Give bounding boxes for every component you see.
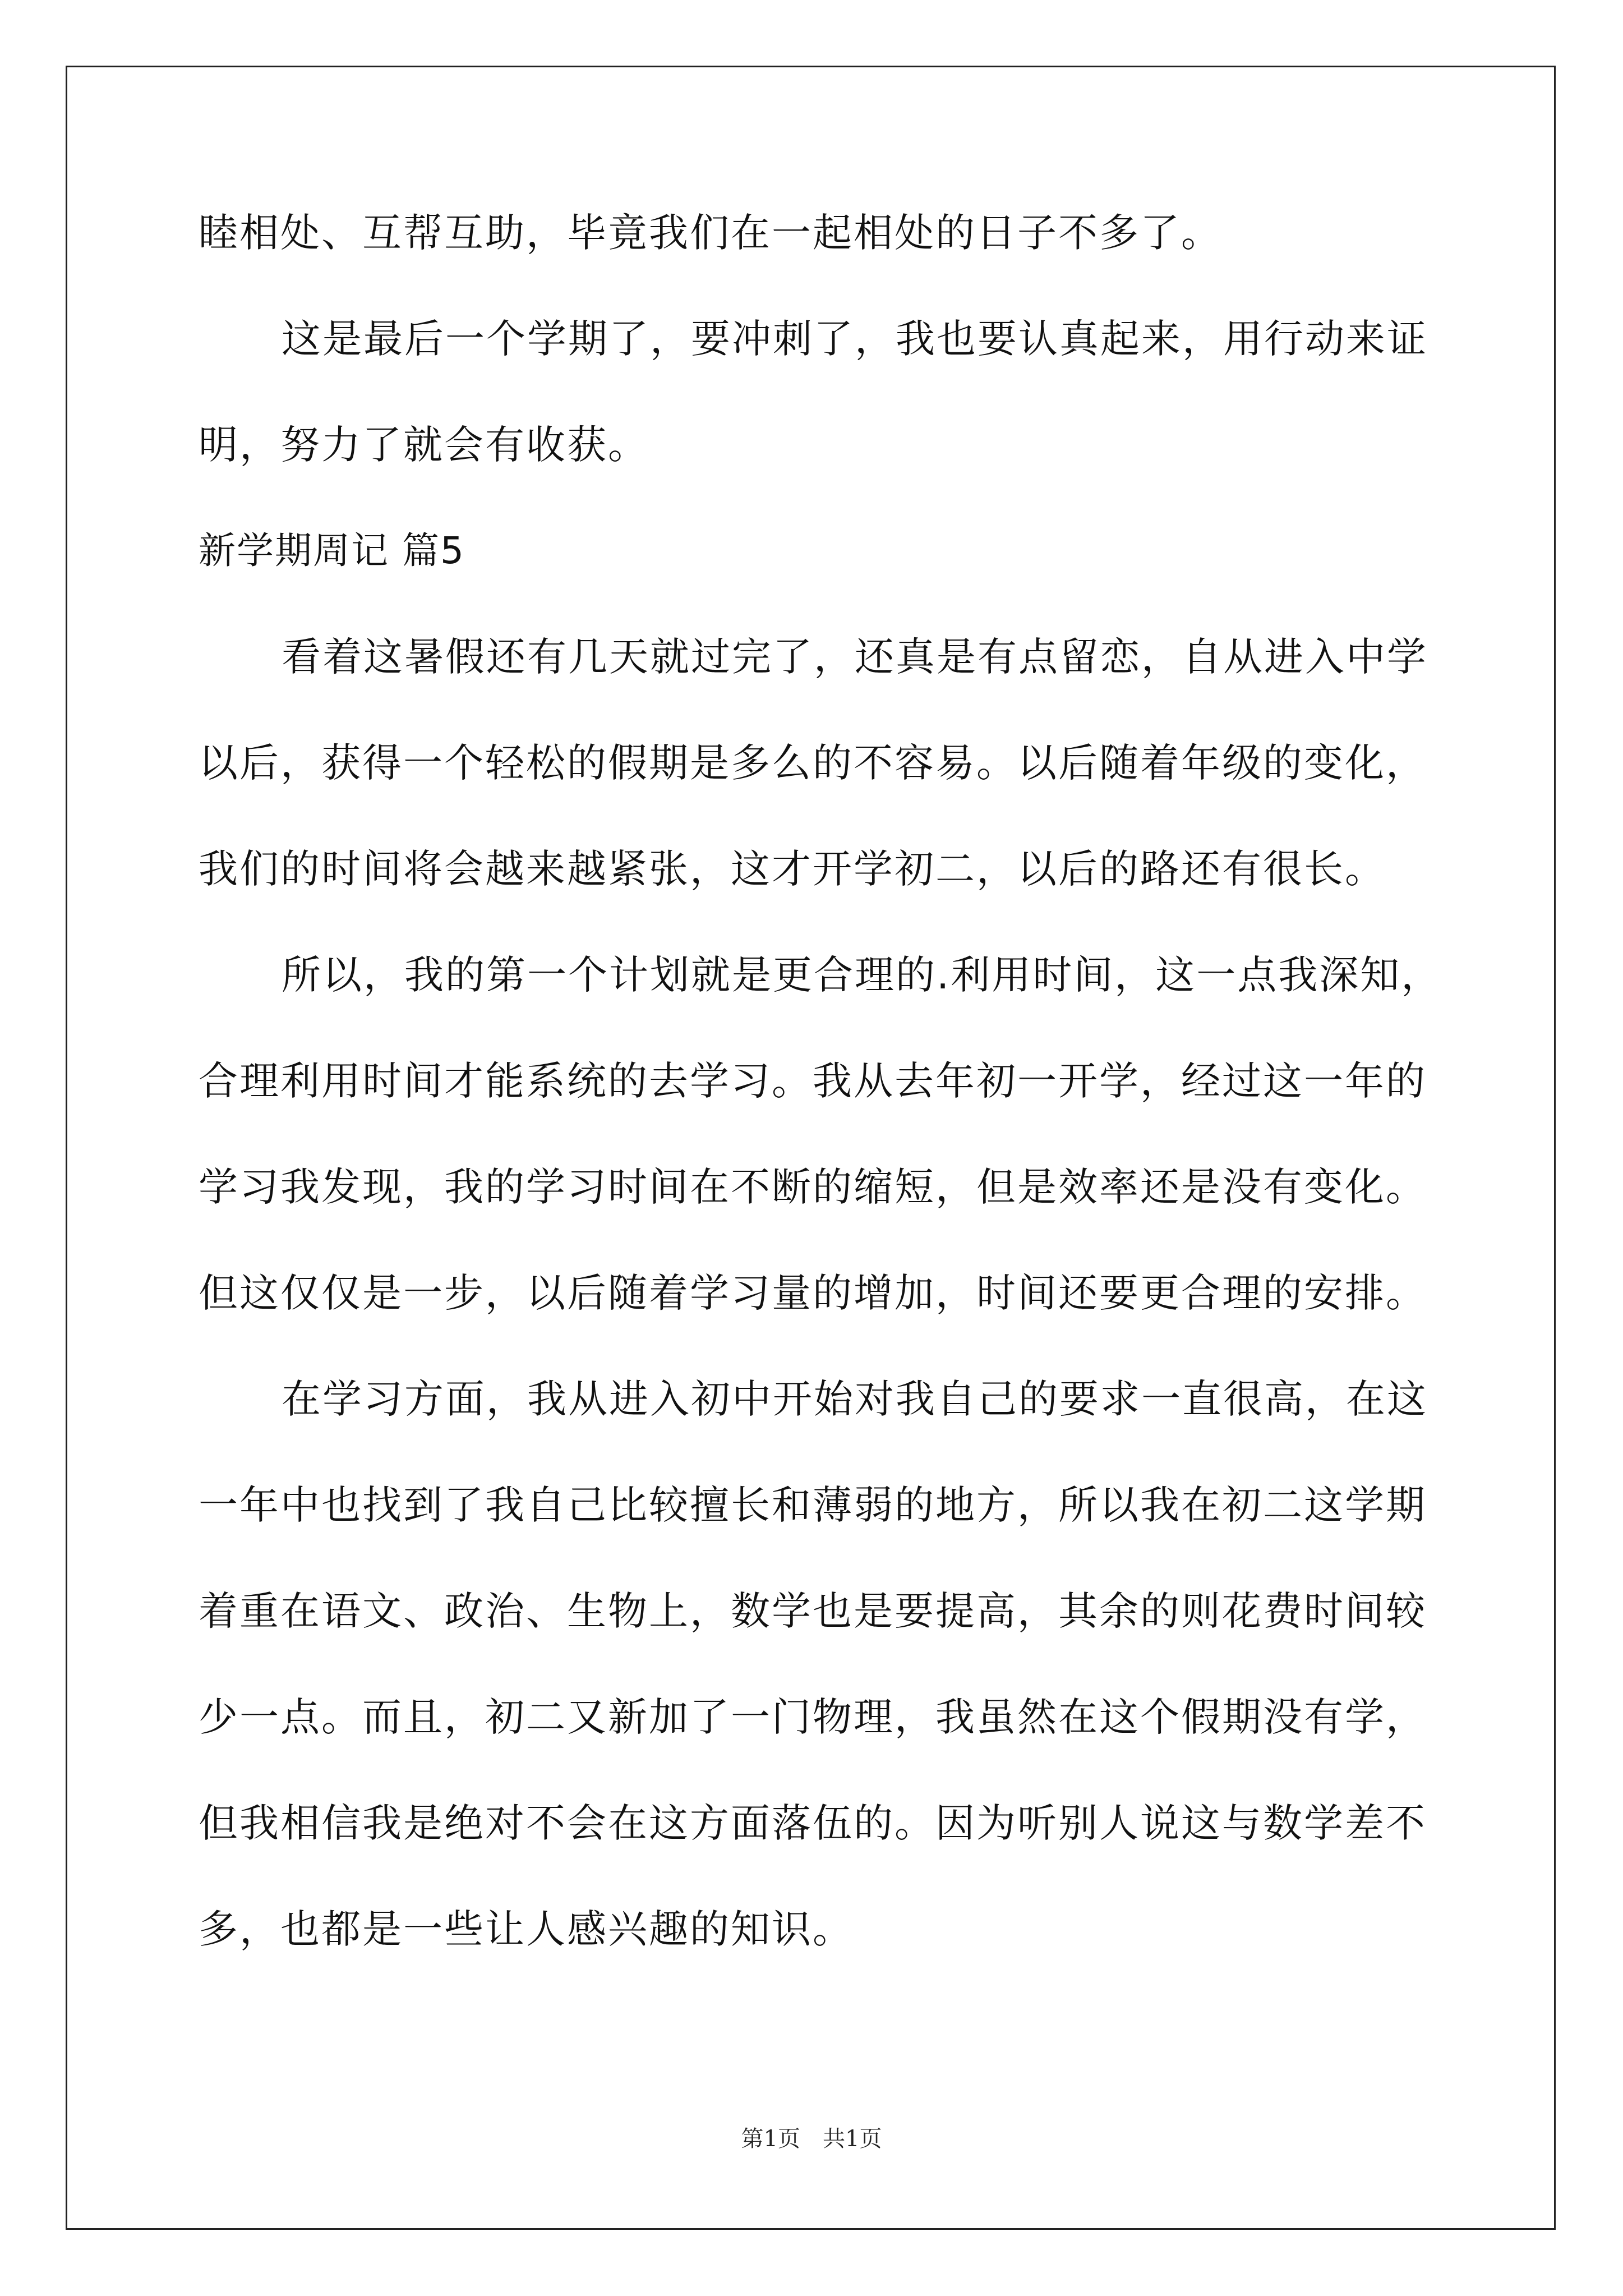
text-line-16: 但我相信我是绝对不会在这方面落伍的。因为听别人说这与数学差不 [199,1800,1427,1846]
text-line-13: 一年中也找到了我自己比较擅长和薄弱的地方，所以我在初二这学期 [199,1482,1427,1528]
text-line-3: 明，努力了就会有收获。 [199,422,649,468]
text-line-15: 少一点。而且，初二又新加了一门物理，我虽然在这个假期没有学， [199,1694,1427,1740]
text-line-12: 在学习方面，我从进入初中开始对我自己的要求一直很高，在这 [282,1376,1428,1422]
text-line-10: 学习我发现，我的学习时间在不断的缩短，但是效率还是没有变化。 [199,1164,1427,1210]
text-line-2: 这是最后一个学期了，要冲刺了，我也要认真起来，用行动来证 [282,316,1428,362]
text-line-1: 睦相处、互帮互助，毕竟我们在一起相处的日子不多了。 [199,210,1222,256]
text-line-7: 我们的时间将会越来越紧张，这才开学初二，以后的路还有很长。 [199,846,1386,892]
text-line-17: 多，也都是一些让人感兴趣的知识。 [199,1906,854,1952]
text-line-6: 以后，获得一个轻松的假期是多么的不容易。以后随着年级的变化， [199,740,1427,786]
text-line-5: 看着这暑假还有几天就过完了，还真是有点留恋，自从进入中学 [282,634,1428,680]
page-footer: 第1页 共1页 [741,2126,882,2152]
text-line-14: 着重在语文、政治、生物上，数学也是要提高，其余的则花费时间较 [199,1588,1427,1634]
section-heading: 新学期周记 篇5 [199,529,465,572]
text-line-8: 所以，我的第一个计划就是更合理的.利用时间，这一点我深知， [282,952,1442,998]
text-line-9: 合理利用时间才能系统的去学习。我从去年初一开学，经过这一年的 [199,1058,1427,1104]
text-line-11: 但这仅仅是一步，以后随着学习量的增加，时间还要更合理的安排。 [199,1270,1427,1316]
